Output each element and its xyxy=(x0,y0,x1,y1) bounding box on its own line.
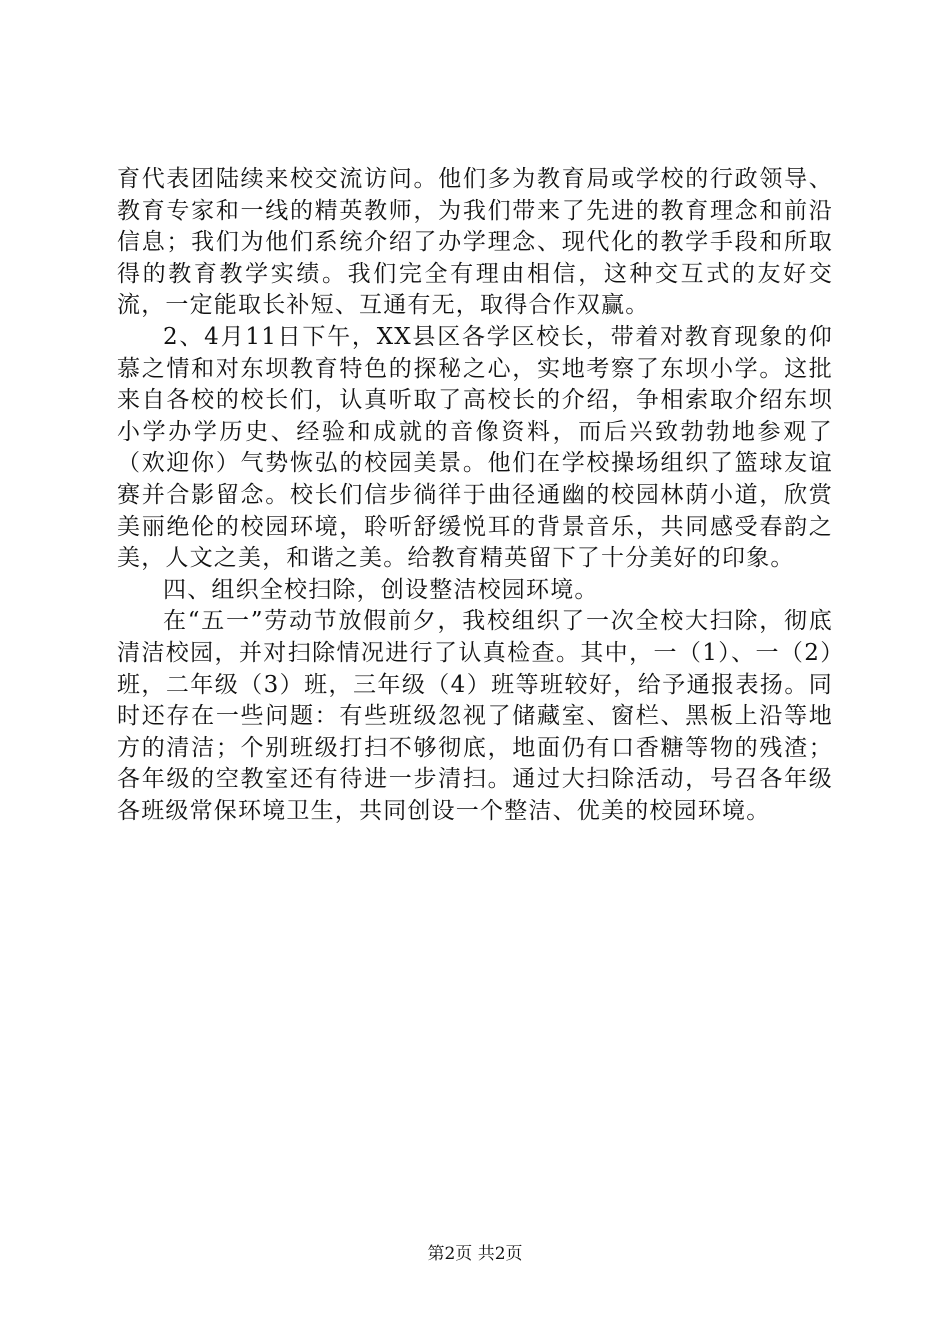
paragraph-2: 2、4月11日下午，XX县区各学区校长，带着对教育现象的仰慕之情和对东坝教育特色的探秘之心，实地考察了东坝小学。这批来自各校的校长们，认真听取了高校长的介绍，争相索取介绍东坝小学办学历史、经验和成就的音像资料，而后兴致勃勃地参观了（欢迎你）气势恢弘的校园美景。他们在学校操场组织了篮球友谊赛并合影留念。校长们信步徜徉于曲径通幽的校园林荫小道，欣赏美丽绝伦的校园环境，聆听舒缓悦耳的背景音乐，共同感受春韵之美，人文之美，和谐之美。给教育精英留下了十分美好的印象。 xyxy=(117,323,833,572)
page-footer: 第2页 共2页 xyxy=(427,1244,523,1264)
document-body xyxy=(117,164,833,827)
paragraph-4: 在“五一”劳动节放假前夕，我校组织了一次全校大扫除，彻底清洁校园，并对扫除情况进行了认真检查。其中，一（1）、一（2）班，二年级（3）班，三年级（4）班等班较好，给予通报表扬。同时还存在一些问题：有些班级忽视了储藏室、窗栏、黑板上沿等地方的清洁；个别班级打扫不够彻底，地面仍有口香糖等物的残渣；各年级的空教室还有待进一步清扫。通过大扫除活动，号召各年级各班级常保环境卫生，共同创设一个整洁、优美的校园环境。 xyxy=(117,608,833,824)
paragraph-1: 育代表团陆续来校交流访问。他们多为教育局或学校的行政领导、教育专家和一线的精英教师，为我们带来了先进的教育理念和前沿信息；我们为他们系统介绍了办学理念、现代化的教学手段和所取得的教育教学实绩。我们完全有理由相信，这种交互式的友好交流，一定能取长补短、互通有无，取得合作双赢。 xyxy=(117,166,833,319)
section-heading: 四、组织全校扫除，创设整洁校园环境。 xyxy=(163,576,599,603)
